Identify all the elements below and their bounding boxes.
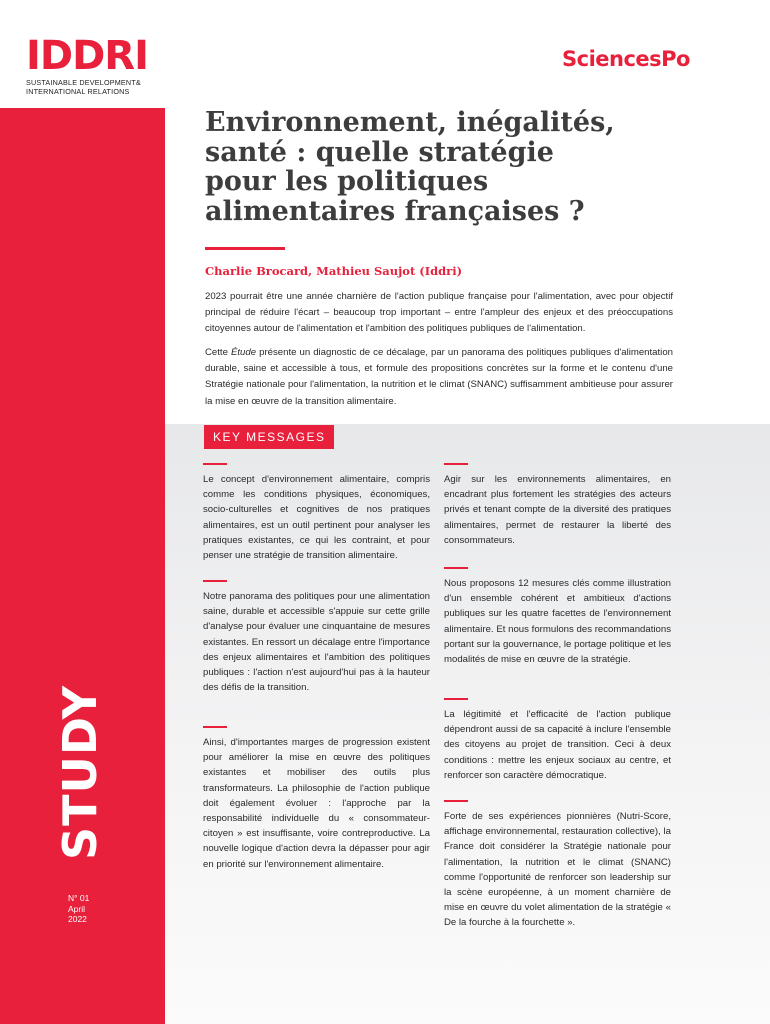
iddri-logo[interactable] <box>26 33 148 96</box>
key-message-text: Nous proposons 12 mesures clés comme illustration d'un ensemble cohérent et ambitieux d'actions publiques sur les quatre facettes de l'environnement alimentaire. Et nous formulons des recommandations portant sur la gouvernance, le portage politique et les modalités de mise en œuvre de la stratégie. <box>444 578 671 666</box>
intro-paragraph-2 <box>205 345 673 410</box>
sidebar-band <box>0 0 165 1024</box>
title-divider <box>205 247 285 250</box>
sciencespo-logo[interactable]: SciencesPo <box>562 47 690 71</box>
logo-wordmark: IDDRI <box>26 33 148 79</box>
message-divider <box>203 463 227 465</box>
key-message-text: Le concept d'environnement alimentaire, compris comme les conditions physiques, économiques, socio-culturelles et cognitives de nos pratiques alimentaires, est un outil pertinent pour analyser les pratiques existantes, ce qui les contraint, et pour penser une stratégie de transition alimentaire. <box>203 474 430 562</box>
authors: Charlie Brocard, Mathieu Saujot (Iddri) <box>205 264 463 278</box>
intro-p2-start: Cette <box>205 347 231 358</box>
key-message-text: Ainsi, d'importantes marges de progression existent pour améliorer la mise en œuvre des politiques existantes et mobiliser des outils plus transformateurs. La philosophie de l'action publique doit également évoluer : l'approche par la responsabilité individuelle du « consommateur-citoyen » est insuffisante, voire contreproductive. La nouvelle logique d'action devra la dépasser pour agir en priorité sur l'environnement alimentaire. <box>203 737 430 870</box>
logo-tagline-line2: INTERNATIONAL RELATIONS <box>26 87 130 96</box>
message-divider <box>203 726 227 728</box>
issue-month: April <box>68 903 86 914</box>
logo-tagline-line1: SUSTAINABLE DEVELOPMENT& <box>26 78 141 87</box>
key-message-item <box>444 463 671 548</box>
document-type-label: STUDY <box>53 684 107 860</box>
logo-tagline <box>26 78 148 96</box>
key-message-item <box>203 726 430 872</box>
key-message-text: Notre panorama des politiques pour une alimentation saine, durable et accessible s'appuie sur cette grille d'analyse pour évaluer une cinquantaine de mesures existantes. En ressort un décalage entre l'importance des enjeux alimentaires et l'ambition des politiques publiques : l'action n'est aujourd'hui pas à la hauteur des défis de la transition. <box>203 591 430 694</box>
title-line: santé : quelle stratégie <box>205 136 554 168</box>
title-line: alimentaires françaises ? <box>205 195 585 227</box>
title-line: pour les politiques <box>205 166 489 197</box>
intro-p2-emphasis: Étude <box>230 347 257 358</box>
key-messages-label: KEY MESSAGES <box>204 425 334 449</box>
intro-p2-end: présente un diagnostic de ce décalage, par un panorama des politiques publiques d'alimentation durable, saine et accessible à tous, et formule des propositions concrètes sur la forme et le contenu d'une Stratégie nationale pour l'alimentation, la nutrition et le climat (SNANC) suffisamment ambitieuse pour assurer la mise en œuvre de la transition alimentaire. <box>205 347 673 407</box>
message-divider <box>444 698 468 700</box>
title-line: Environnement, inégalités, <box>205 107 615 138</box>
key-message-text: Forte de ses expériences pionnières (Nutri-Score, affichage environnemental, restauration collective), la France doit considérer la Stratégie nationale pour l'alimentation, la nutrition et le climat (SNANC) comme l'opportunité de renforcer son leadership sur la scène européenne, à un moment charnière de mise en œuvre du volet alimentation de la stratégie « De la fourche à la fourchette ». <box>444 811 671 929</box>
key-message-item <box>444 698 671 783</box>
key-message-item <box>444 567 671 667</box>
document-title <box>205 108 685 226</box>
key-message-text: La légitimité et l'efficacité de l'action publique dépendront aussi de sa capacité à inclure l'ensemble des citoyens au projet de transition. Ceci à deux conditions : mettre les enjeux sociaux au centre, et renforcer son caractère démocratique. <box>444 709 671 781</box>
key-message-item <box>203 580 430 695</box>
message-divider <box>444 463 468 465</box>
issue-year: 2022 <box>68 914 87 924</box>
message-divider <box>444 800 468 802</box>
key-message-item <box>444 800 671 931</box>
issue-info <box>68 893 128 925</box>
message-divider <box>444 567 468 569</box>
issue-number: N° 01 <box>68 893 90 903</box>
key-message-text: Agir sur les environnements alimentaires, en encadrant plus fortement les stratégies des acteurs privés et tenant compte de la diversité des pratiques alimentaires, permet de restaurer la liberté des consommateurs. <box>444 474 671 546</box>
message-divider <box>203 580 227 582</box>
key-message-item <box>203 463 430 563</box>
intro-paragraph-1: 2023 pourrait être une année charnière de l'action publique française pour l'alimentation, avec pour objectif principal de réduire l'écart – beaucoup trop important – entre l'ampleur des enjeux et des préoccupations citoyennes autour de l'alimentation et l'ambition des politiques publiques de l'alimentation. <box>205 291 673 335</box>
